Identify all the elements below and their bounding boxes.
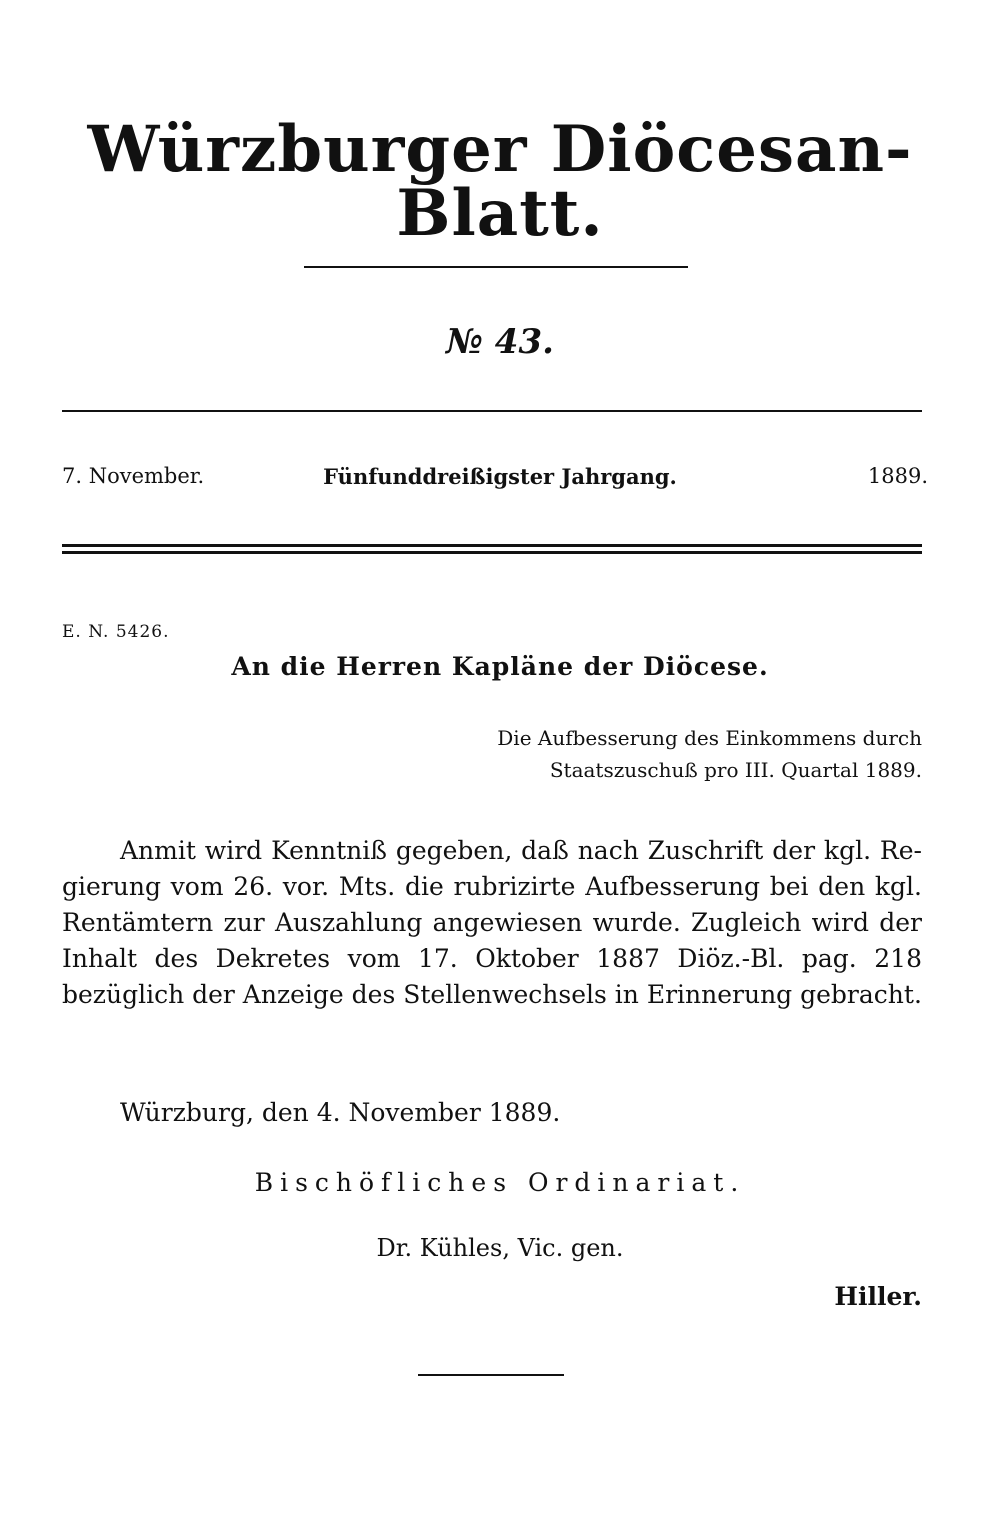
body-paragraph-line: Inhalt des Dekretes vom 17. Oktober 1887 Diöz.-Bl. pag. 218: [62, 944, 922, 973]
notice-heading: An die Herren Kapläne der Diöcese.: [231, 652, 769, 681]
reference-number: E. N. 5426.: [62, 622, 170, 642]
closing-rule: [418, 1374, 564, 1376]
body-paragraph-line: bezüglich der Anzeige des Stellenwechsels in Erinnerung gebracht.: [62, 980, 922, 1009]
volume-label: Fünfunddreißigster Jahrgang.: [323, 464, 677, 489]
body-paragraph-line: Rentämtern zur Auszahlung angewiesen wurde. Zugleich wird der: [62, 908, 922, 937]
signatory: Dr. Kühles, Vic. gen.: [376, 1234, 624, 1262]
body-paragraph-line: Anmit wird Kenntniß gegeben, daß nach Zuschrift der kgl. Re-: [120, 836, 922, 865]
issue-number: № 43.: [446, 322, 554, 362]
double-rule-bottom: [62, 551, 922, 554]
masthead-title: Würzburger Diöcesan-Blatt.: [87, 112, 913, 251]
issuing-authority: Bischöfliches Ordinariat.: [254, 1168, 746, 1197]
issue-year: 1889.: [867, 464, 928, 488]
masthead-divider: [304, 266, 688, 268]
issue-date: 7. November.: [62, 464, 205, 488]
double-rule-top: [62, 544, 922, 547]
subject-line: Staatszuschuß pro III. Quartal 1889.: [549, 758, 922, 782]
place-and-date: Würzburg, den 4. November 1889.: [120, 1098, 561, 1127]
body-paragraph-line: gierung vom 26. vor. Mts. die rubrizirte Aufbesserung bei den kgl.: [62, 872, 922, 901]
top-rule: [62, 410, 922, 412]
subject-line: Die Aufbesserung des Einkommens durch: [497, 726, 922, 750]
secretary-name: Hiller.: [834, 1282, 922, 1311]
